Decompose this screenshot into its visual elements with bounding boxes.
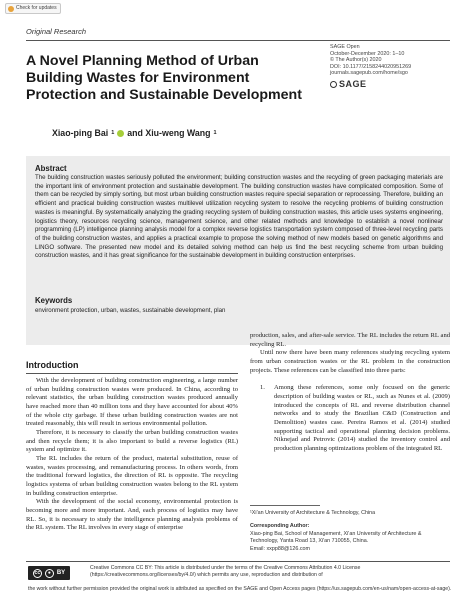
author-2-affil: 1 [213,130,217,136]
intro-paragraph: With the development of the social economy, environmental protection is becoming more and more important. And, each process of logistics may have RL. So, it is necessary to study the intelligence planning analysis problems of the RL system. The RL involves in every stage of enterprise [26,498,238,532]
journal-name: SAGE Open [330,44,360,50]
list-item [250,384,450,453]
body-paragraph: production, sales, and after-sale service. The RL includes the return RL and recycling RL. [250,332,450,348]
keywords-heading: Keywords [35,296,73,305]
badge-label: Check for updates [16,5,57,11]
body-paragraph: Until now there have been many references studying recycling system from urban construction wastes or the RL problem in the construction projects. These references can be classified into three parts: [250,349,450,374]
list-item-text: Among these references, some only focused on the generic description of building wastes or RL, such as Nunes et al. (2009) introduced the concepts of RL and reverse distribution channel networks and to study the Brazilian C&D (Construction and Demolition) wastes case. Pereira Ramos et al. (2014) studied supporting tactical and operational planning decision problems. Niknejad and Petrovic (2014) studied the inventory control and production planning optimizations problem of the integrated RL [274,384,450,452]
paper-title: A Novel Planning Method of Urban Building Wastes for Environment Protection and Sustainable Development [26,53,302,103]
article-type: Original Research [26,27,87,36]
update-icon [8,6,14,12]
sage-mark-icon [330,81,337,88]
right-column [250,332,450,454]
affiliation: ¹Xi'an University of Architecture & Technology, China [250,510,376,516]
header-rule [26,40,450,41]
keywords-text: environment protection, urban, wastes, sustainable development, plan [35,307,226,314]
journal-issue: October-December 2020: 1–10 [330,50,405,57]
footnote [250,510,450,553]
cc-by-badge[interactable] [28,566,70,580]
cc-label: BY [56,570,66,576]
abstract-text: The building construction wastes seriously polluted the environment; building construction wastes and the recycling of green packaging materials are the important link of environment protection and sustainable development. The building construction wastes have complicated composition. Some of them can be recycled by simply sorting, but most urban building construction wastes require special separation or reprocessing. Therefore, building an efficient and practical building construction wastes multilevel utilization recycling system to resolve the recycling problems of building construction wastes is meaningful. By systematically analyzing the grading recycling system of building construction wastes, this article uses systems engineering, logistics theory, resources recycling science, management science, and other related methods and knowledge to establish a novel nonlinear programming (LP) intelligence planning analysis model for a complex reverse logistics transportation system composed of three-level recycling parts of the building construction wastes, and applies a practical example to propose the solving method of new models based on genetic algorithms and LINGO software. The presented new model and its detailed solving method can help us find the best recycling scheme from urban building construction wastes, and it has great significance for the sustainable development in building construction enterprises. [35,174,443,260]
author-1-affil: 1 [111,130,115,136]
introduction-heading: Introduction [26,360,79,370]
check-for-updates-badge[interactable] [5,3,61,14]
corresponding-author-email[interactable]: Email: xxpp88@126.com [250,545,311,552]
intro-paragraph: The RL includes the return of the product, material substitution, reuse of wastes, wastes processing, and remanufacturing process. In others words, from the traditional forward logistics, the direction of RL is opposite. The recycling logistics systems of urban building construction wastes belong to the RL system in building construction enterprise. [26,454,238,497]
author-line [52,128,217,138]
copyright: © The Author(s) 2020 [330,57,382,64]
journal-url[interactable]: journals.sagepub.com/home/sgo [330,70,408,77]
intro-paragraph: With the development of building construction engineering, a large number of urban building construction wastes were produced. In China, according to relevant statistics, the urban building construction wastes produced annually have reached more than 40 million tons and they have accounted for about 40% of the whole city garbage. If these urban building construction wastes are not treated reasonably, this will result in serious environmental pollution. [26,377,238,428]
license-text-continued: the work without further permission provided the original work is attributed as specified on the SAGE and Open Access pages (https://us.sagepub.com/en-us/nam/open-access-at-sage). [28,586,452,592]
person-icon: ● [45,569,54,578]
sage-logo-text: SAGE [339,79,367,89]
orcid-icon[interactable] [117,130,124,137]
corresponding-author-heading: Corresponding Author: [250,523,310,530]
journal-meta [330,44,460,77]
author-2: and Xiu-weng Wang [127,128,211,138]
corresponding-author-address: Xiao-ping Bai, School of Management, Xi'an University of Architecture & Technology, Yanta Road 13, Xi'an 710055, China. [250,530,422,545]
intro-paragraph: Therefore, it is necessary to classify the urban building construction wastes and then recycle them; it is also important to build a reverse logistics (RL) system and optimize it. [26,428,238,454]
footnote-rule [250,505,320,506]
author-1: Xiao-ping Bai [52,128,109,138]
sage-logo [330,79,367,89]
cc-icon: cc [34,570,41,576]
abstract-heading: Abstract [35,164,67,173]
license-text: Creative Commons CC BY: This article is distributed under the terms of the Creative Commons Attribution 4.0 License (https://creativecommons.org/licenses/by/4.0/) which permits any use, reproduction and distribution of [90,565,361,578]
license-rule [26,561,450,562]
list-number: 1. [260,384,265,392]
intro-rule [26,373,238,374]
doi-link[interactable]: DOI: 10.1177/2158244020951269 [330,63,412,70]
left-column [26,377,238,533]
